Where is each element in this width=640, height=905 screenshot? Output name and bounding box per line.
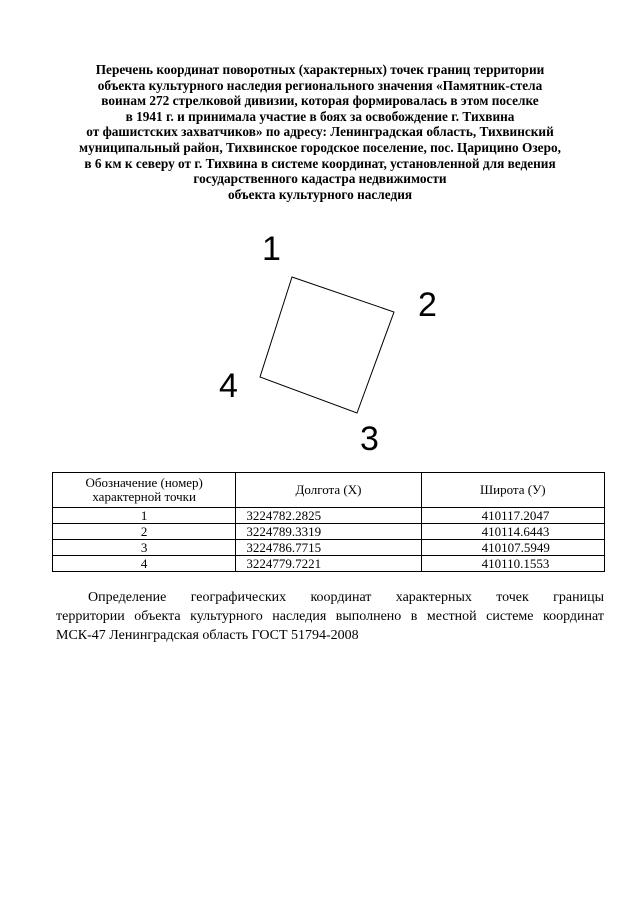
latitude-value: 410114.6443 [421, 524, 604, 540]
column-header-latitude: Широта (У) [421, 473, 604, 508]
latitude-value: 410117.2047 [421, 508, 604, 524]
coordinates-table [52, 472, 605, 572]
table-row [53, 508, 605, 524]
title-line: государственного кадастра недвижимости [193, 171, 447, 187]
title-line: в 1941 г. и принимала участие в боях за освобождение г. Тихвина [125, 108, 515, 124]
table-header-row [53, 473, 605, 508]
title-line: Перечень координат поворотных (характерных) точек границ территории [95, 62, 545, 77]
point-number: 1 [53, 508, 236, 524]
note-rest: территории объекта культурного наследия выполнено в местной системе координат МСК-47 Ленинградская область ГОСТ 51794-2008 [56, 609, 604, 643]
latitude-value: 410110.1553 [421, 556, 604, 572]
point-number: 3 [53, 540, 236, 556]
title-line: воинам 272 стрелковой дивизии, которая формировалась в этом поселке [101, 93, 539, 109]
point-label-3: 3 [360, 420, 379, 458]
point-number: 4 [53, 556, 236, 572]
title-line: объекта культурного наследия регионального значения «Памятник-стела [97, 77, 543, 93]
title-line: от фашистских захватчиков» по адресу: Ленинградская область, Тихвинский [86, 124, 554, 140]
column-header-longitude: Долгота (X) [236, 473, 421, 508]
longitude-value: 3224789.3319 [236, 524, 421, 540]
point-label-1: 1 [262, 230, 281, 268]
longitude-value: 3224786.7715 [236, 540, 421, 556]
title-line: в 6 км к северу от г. Тихвина в системе координат, установленной для ведения [84, 155, 556, 171]
boundary-polygon [260, 277, 394, 413]
table-row [53, 540, 605, 556]
title-line: объекта культурного наследия [227, 186, 413, 202]
table-row [53, 524, 605, 540]
longitude-value: 3224782.2825 [236, 508, 421, 524]
coordinate-system-note [56, 588, 604, 645]
point-label-2: 2 [418, 286, 437, 324]
longitude-value: 3224779.7221 [236, 556, 421, 572]
column-header-point: Обозначение (номер) характерной точки [53, 473, 236, 508]
point-label-4: 4 [219, 367, 238, 405]
title-line: муниципальный район, Тихвинское городское поселение, пос. Царицино Озеро, [79, 139, 561, 155]
table-row [53, 556, 605, 572]
note-first-line: Определение географических координат характерных точек границы [88, 590, 604, 605]
point-number: 2 [53, 524, 236, 540]
latitude-value: 410107.5949 [421, 540, 604, 556]
